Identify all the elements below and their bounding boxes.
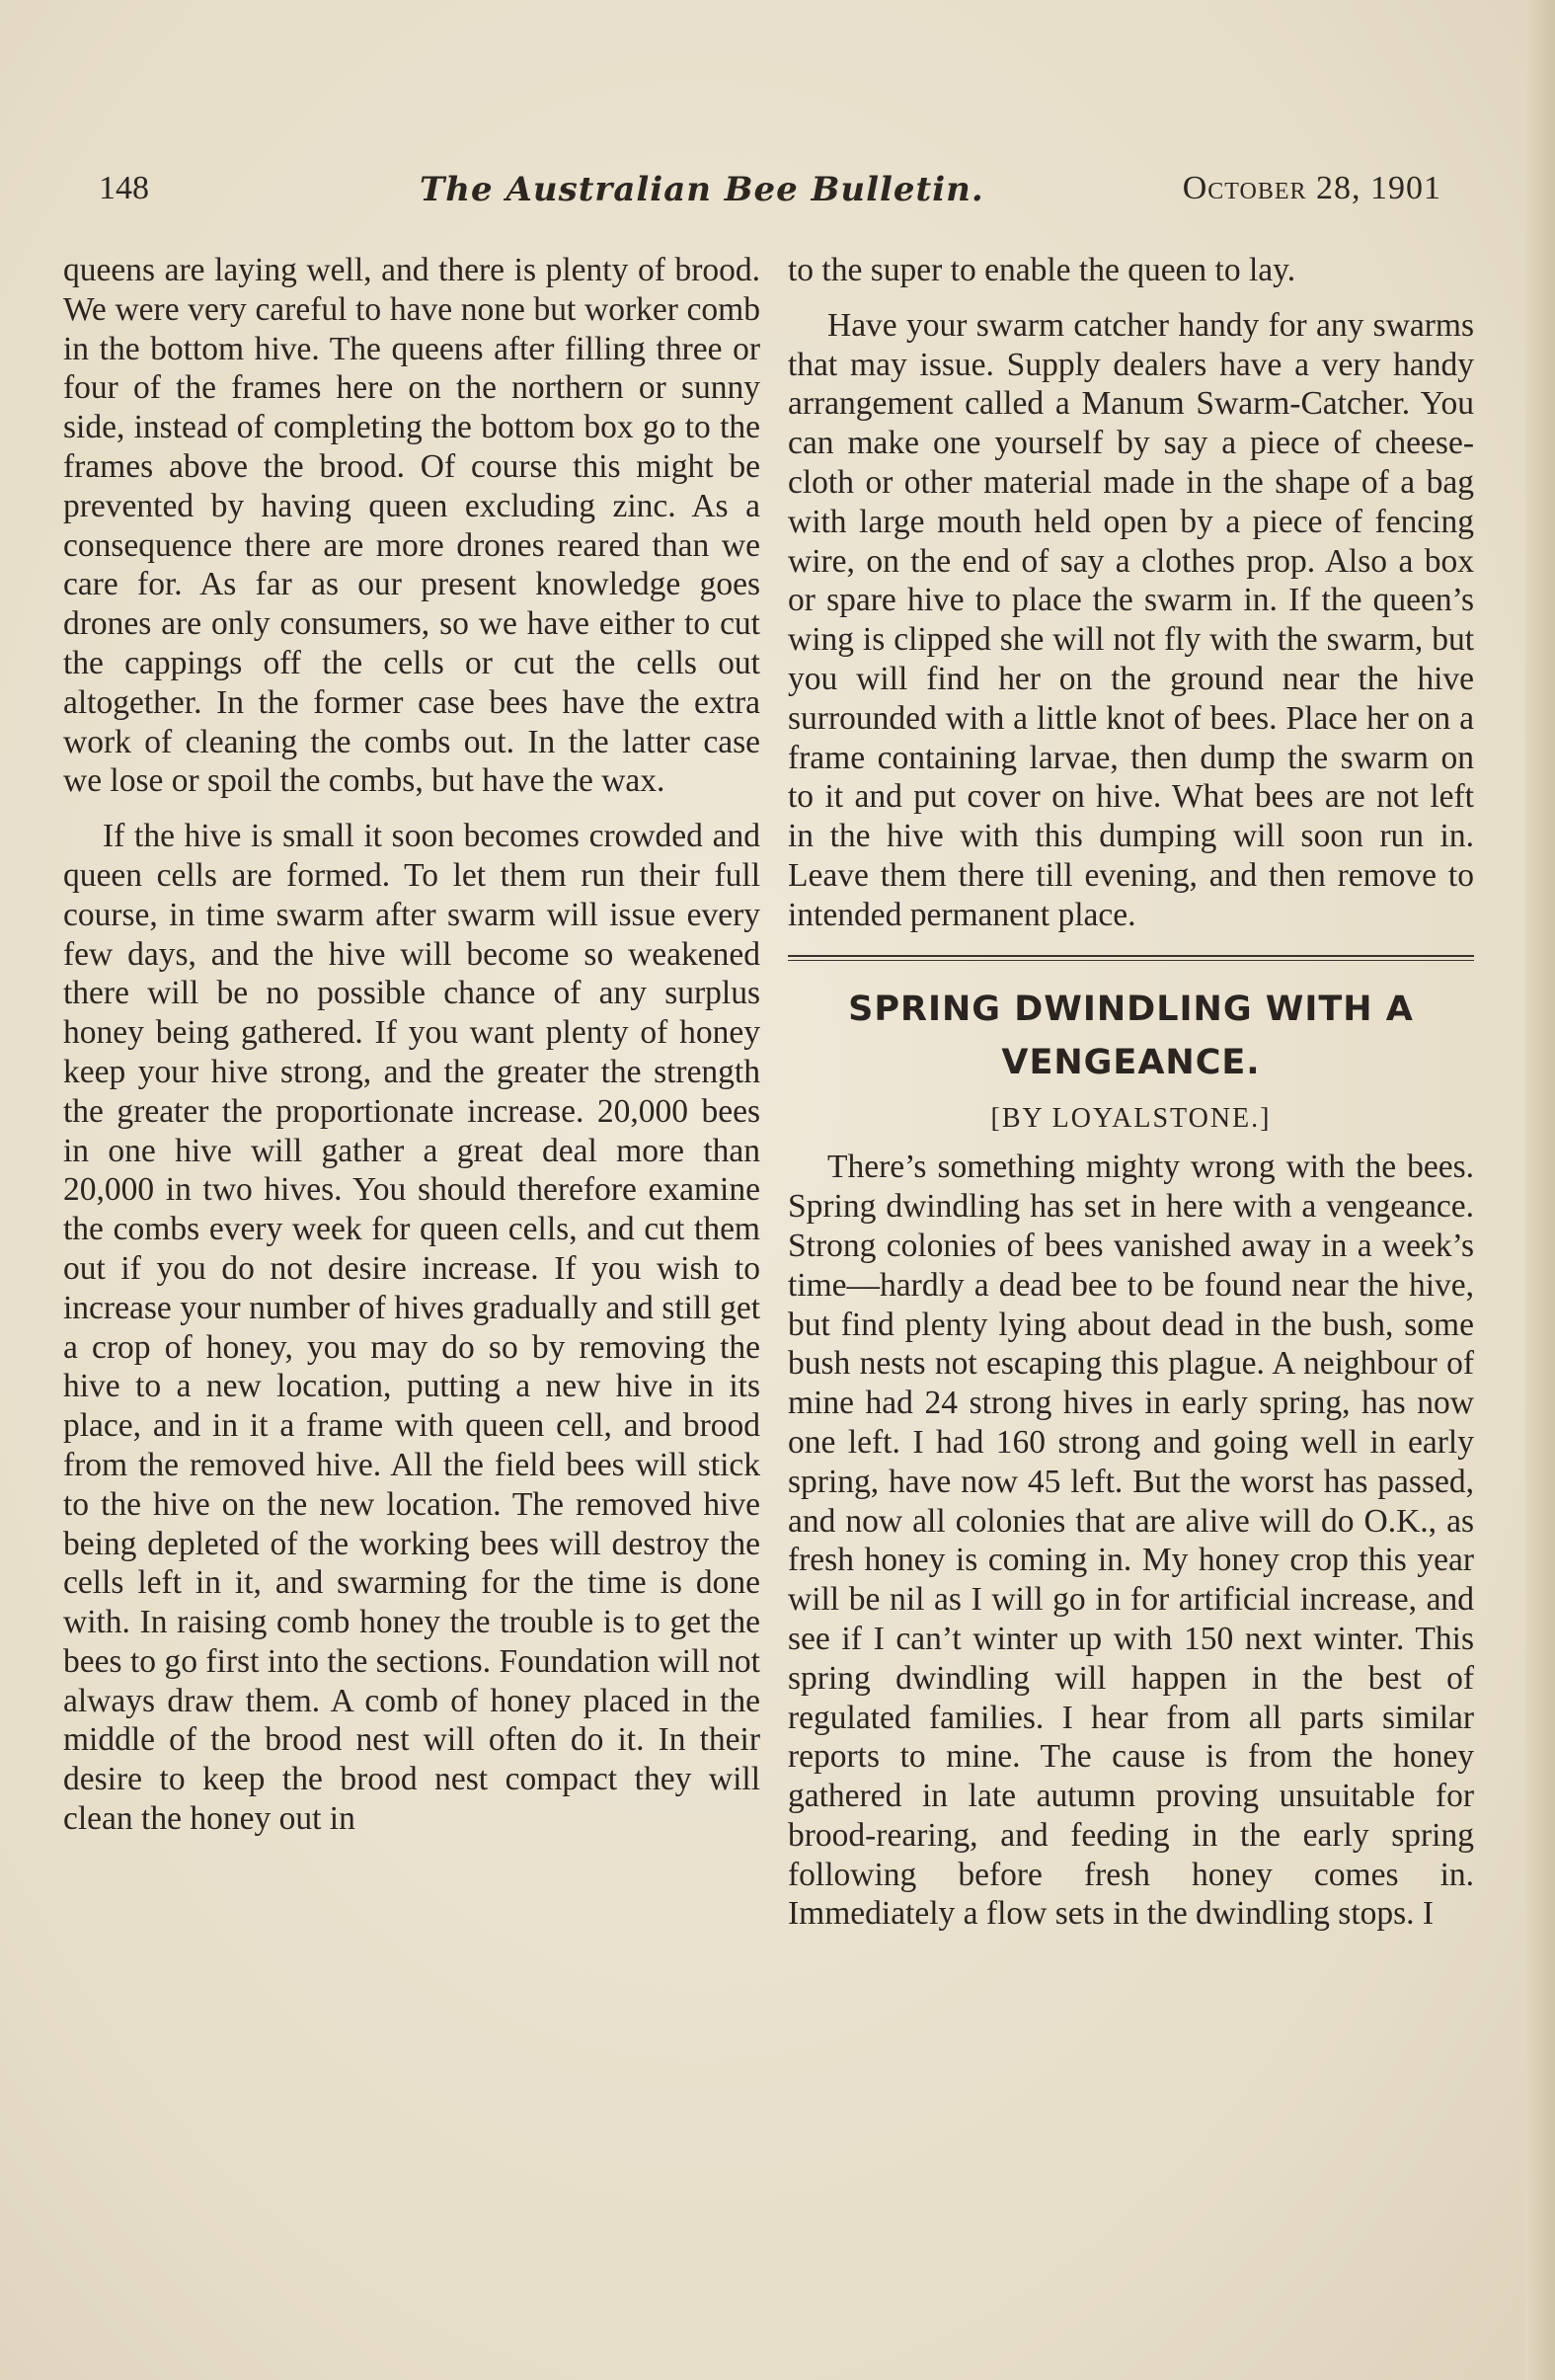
page-edge (1525, 0, 1555, 2380)
page-header (99, 170, 1441, 219)
journal-title: The Australian Bee Bulletin. (420, 170, 984, 209)
issue-date: October 28, 1901 (1182, 170, 1441, 206)
paragraph: There’s something mighty wrong with the bees. Spring dwindling has set in here with a vengeance. Strong colonies of bees vanished away in a week’s time—hardly a dead bee to be found near the hive, but find plenty lying about dead in the bush, some bush nests not escaping this plague. A neighbour of mine had 24 strong hives in early spring, has now one left. I had 160 strong and going well in early spring, have now 45 left. But the worst has passed, and now all colonies that are alive will do O.K., as fresh honey is coming in. My honey crop this year will be nil as I will go in for artificial increase, and see if I can’t winter up with 150 next winter. This spring dwindling will happen in the best of regulated families. I hear from all parts similar reports to mine. The cause is from the honey gathered in late autumn proving unsuitable for brood-rearing, and feeding in the early spring following before fresh honey comes in. Immediately a flow sets in the dwindling stops. I (788, 1149, 1474, 1933)
article-byline: [BY LOYALSTONE.] (990, 1102, 1272, 1134)
right-column (788, 251, 1474, 2265)
left-column (63, 251, 760, 2265)
page-number: 148 (99, 170, 149, 206)
section-divider (788, 955, 1474, 961)
paragraph: queens are laying well, and there is plenty of brood. We were very careful to have none but worker comb in the bottom hive. The queens after filling three or four of the frames here on the northern or sunny side, instead of completing the bottom box go to the frames above the brood. Of course this might be prevented by having queen excluding zinc. As a consequence there are more drones reared than we care for. As far as our present knowledge goes drones are only consumers, so we have either to cut the cappings off the cells or cut the cells out altogether. In the former case bees have the extra work of cleaning the combs out. In the latter case we lose or spoil the combs, but have the wax. (63, 252, 760, 800)
paragraph: to the super to enable the queen to lay. (788, 252, 1296, 288)
article-title: SPRING DWINDLING WITH A VENGEANCE. (848, 989, 1414, 1082)
paragraph: If the hive is small it soon becomes crowded and queen cells are formed. To let them run their full course, in time swarm after swarm will issue every few days, and the hive will become so weakened there will be no possible chance of any surplus honey being gathered. If you want plenty of honey keep your hive strong, and the greater the strength the greater the proportionate increase. 20,000 bees in one hive will gather a great deal more than 20,000 in two hives. You should therefore examine the combs every week for queen cells, and cut them out if you do not desire increase. If you wish to increase your number of hives gradually and still get a crop of honey, you may do so by removing the hive to a new location, putting a new hive in its place, and in it a frame with queen cell, and brood from the removed hive. All the field bees will stick to the hive on the new location. The removed hive being depleted of the working bees will destroy the cells left in it, and swarming for the time is done with. In raising comb honey the trouble is to get the bees to go first into the sections. Foundation will not always draw them. A comb of honey placed in the middle of the brood nest will often do it. In their desire to keep the brood nest compact they will clean the honey out in (63, 818, 760, 1838)
paragraph: Have your swarm catcher handy for any swarms that may issue. Supply dealers have a very handy arrangement called a Manum Swarm-Catcher. You can make one yourself by say a piece of cheese-cloth or other material made in the shape of a bag with large mouth held open by a piece of fencing wire, on the end of say a clothes prop. Also a box or spare hive to place the swarm in. If the queen’s wing is clipped she will not fly with the swarm, but you will find her on the ground near the hive surrounded with a little knot of bees. Place her on a frame containing larvae, then dump the swarm on to it and put cover on hive. What bees are not left in the hive with this dumping will soon run in. Leave them there till evening, and then remove to intended permanent place. (788, 306, 1474, 933)
